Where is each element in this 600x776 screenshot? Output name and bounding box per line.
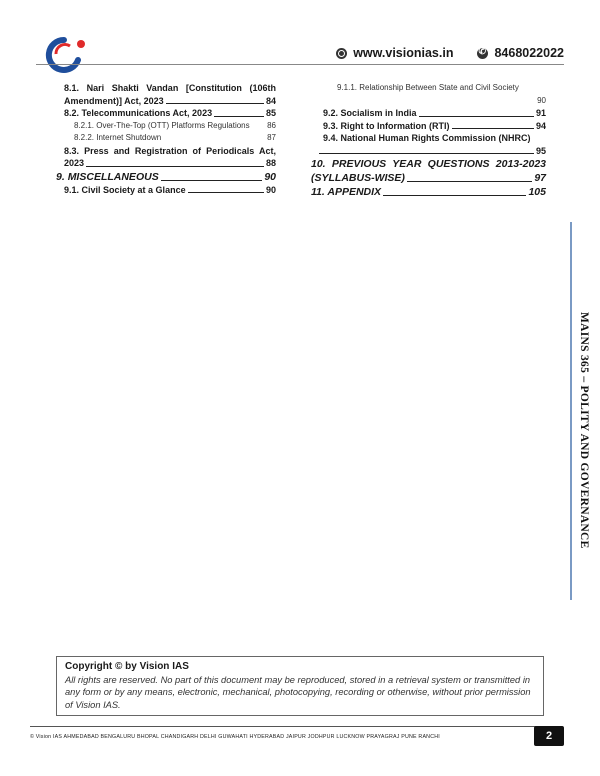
toc-entry[interactable]: 8.1. Nari Shakti Vandan [Constitution (106th Amendment)] Act, 2023 xyxy=(64,83,276,106)
phone-icon xyxy=(477,48,488,59)
toc-subentry[interactable]: 9.1.1. Relationship Between State and Civil Society 90 xyxy=(311,82,546,107)
copyright-heading: Copyright © by Vision IAS xyxy=(65,661,189,672)
toc-chapter[interactable]: 11. APPENDIX 105 xyxy=(311,186,546,198)
toc-entry[interactable]: 8.3. Press and Registration of Periodicals Act, 2023 xyxy=(64,145,276,168)
toc-entry[interactable]: 9.4. National Human Rights Commission (NHRC) xyxy=(323,133,531,143)
toc-entry[interactable]: 9.2. Socialism in India 91 xyxy=(323,108,546,118)
footer-cities: © Vision IAS AHMEDABAD BENGALURU BHOPAL CHANDIGARH DELHI GUWAHATI HYDERABAD JAIPUR JODHPUR LUCKNOW PRAYAGRAJ PUNE RANCHI xyxy=(30,734,440,740)
toc-entry[interactable]: 9.3. Right to Information (RTI) 94 xyxy=(323,120,546,131)
website-link[interactable]: www.visionias.in xyxy=(353,46,454,60)
toc-left-column xyxy=(56,82,276,196)
copyright-box xyxy=(56,656,544,716)
header-contact xyxy=(336,46,564,60)
toc-chapter[interactable]: 10. PREVIOUS YEAR QUESTIONS 2013-2023 (SYLLABUS-WISE) xyxy=(311,158,546,184)
copyright-text: All rights are reserved. No part of this document may be reproduced, stored in a retrieval system or transmitted in any form or by any means, electronic, mechanical, photocopying, recording or otherwise, without prior permission of Vision IAS. xyxy=(65,674,531,710)
page-number-badge: 2 xyxy=(534,726,564,746)
toc-entry[interactable]: 8.2. Telecommunications Act, 2023 85 xyxy=(64,108,276,118)
footer-divider xyxy=(30,726,540,727)
toc-entry[interactable]: 9.1. Civil Society at a Glance 90 xyxy=(64,184,276,195)
toc-right-column xyxy=(311,82,546,199)
phone-number: 8468022022 xyxy=(494,46,564,60)
side-accent-line xyxy=(570,222,572,600)
side-document-title: MAINS 365 – POLITY AND GOVERNANCE xyxy=(578,312,590,549)
toc-entry-page-line: 95 xyxy=(311,145,546,158)
toc-entry-page-line: 88 xyxy=(64,157,276,170)
toc-subentry[interactable]: 8.2.2. Internet Shutdown 87 xyxy=(74,133,276,142)
toc-chapter[interactable]: 9. MISCELLANEOUS 90 xyxy=(56,170,276,183)
globe-icon xyxy=(336,48,347,59)
toc-subentry[interactable]: 8.2.1. Over-The-Top (OTT) Platforms Regulations 86 xyxy=(74,120,276,130)
toc-entry-page-line: 84 xyxy=(64,95,276,108)
vision-ias-logo-icon xyxy=(44,34,90,74)
header-divider xyxy=(36,64,564,65)
toc-page-number: 90 xyxy=(537,95,546,105)
toc-chapter-page-line: 97 xyxy=(311,171,546,185)
